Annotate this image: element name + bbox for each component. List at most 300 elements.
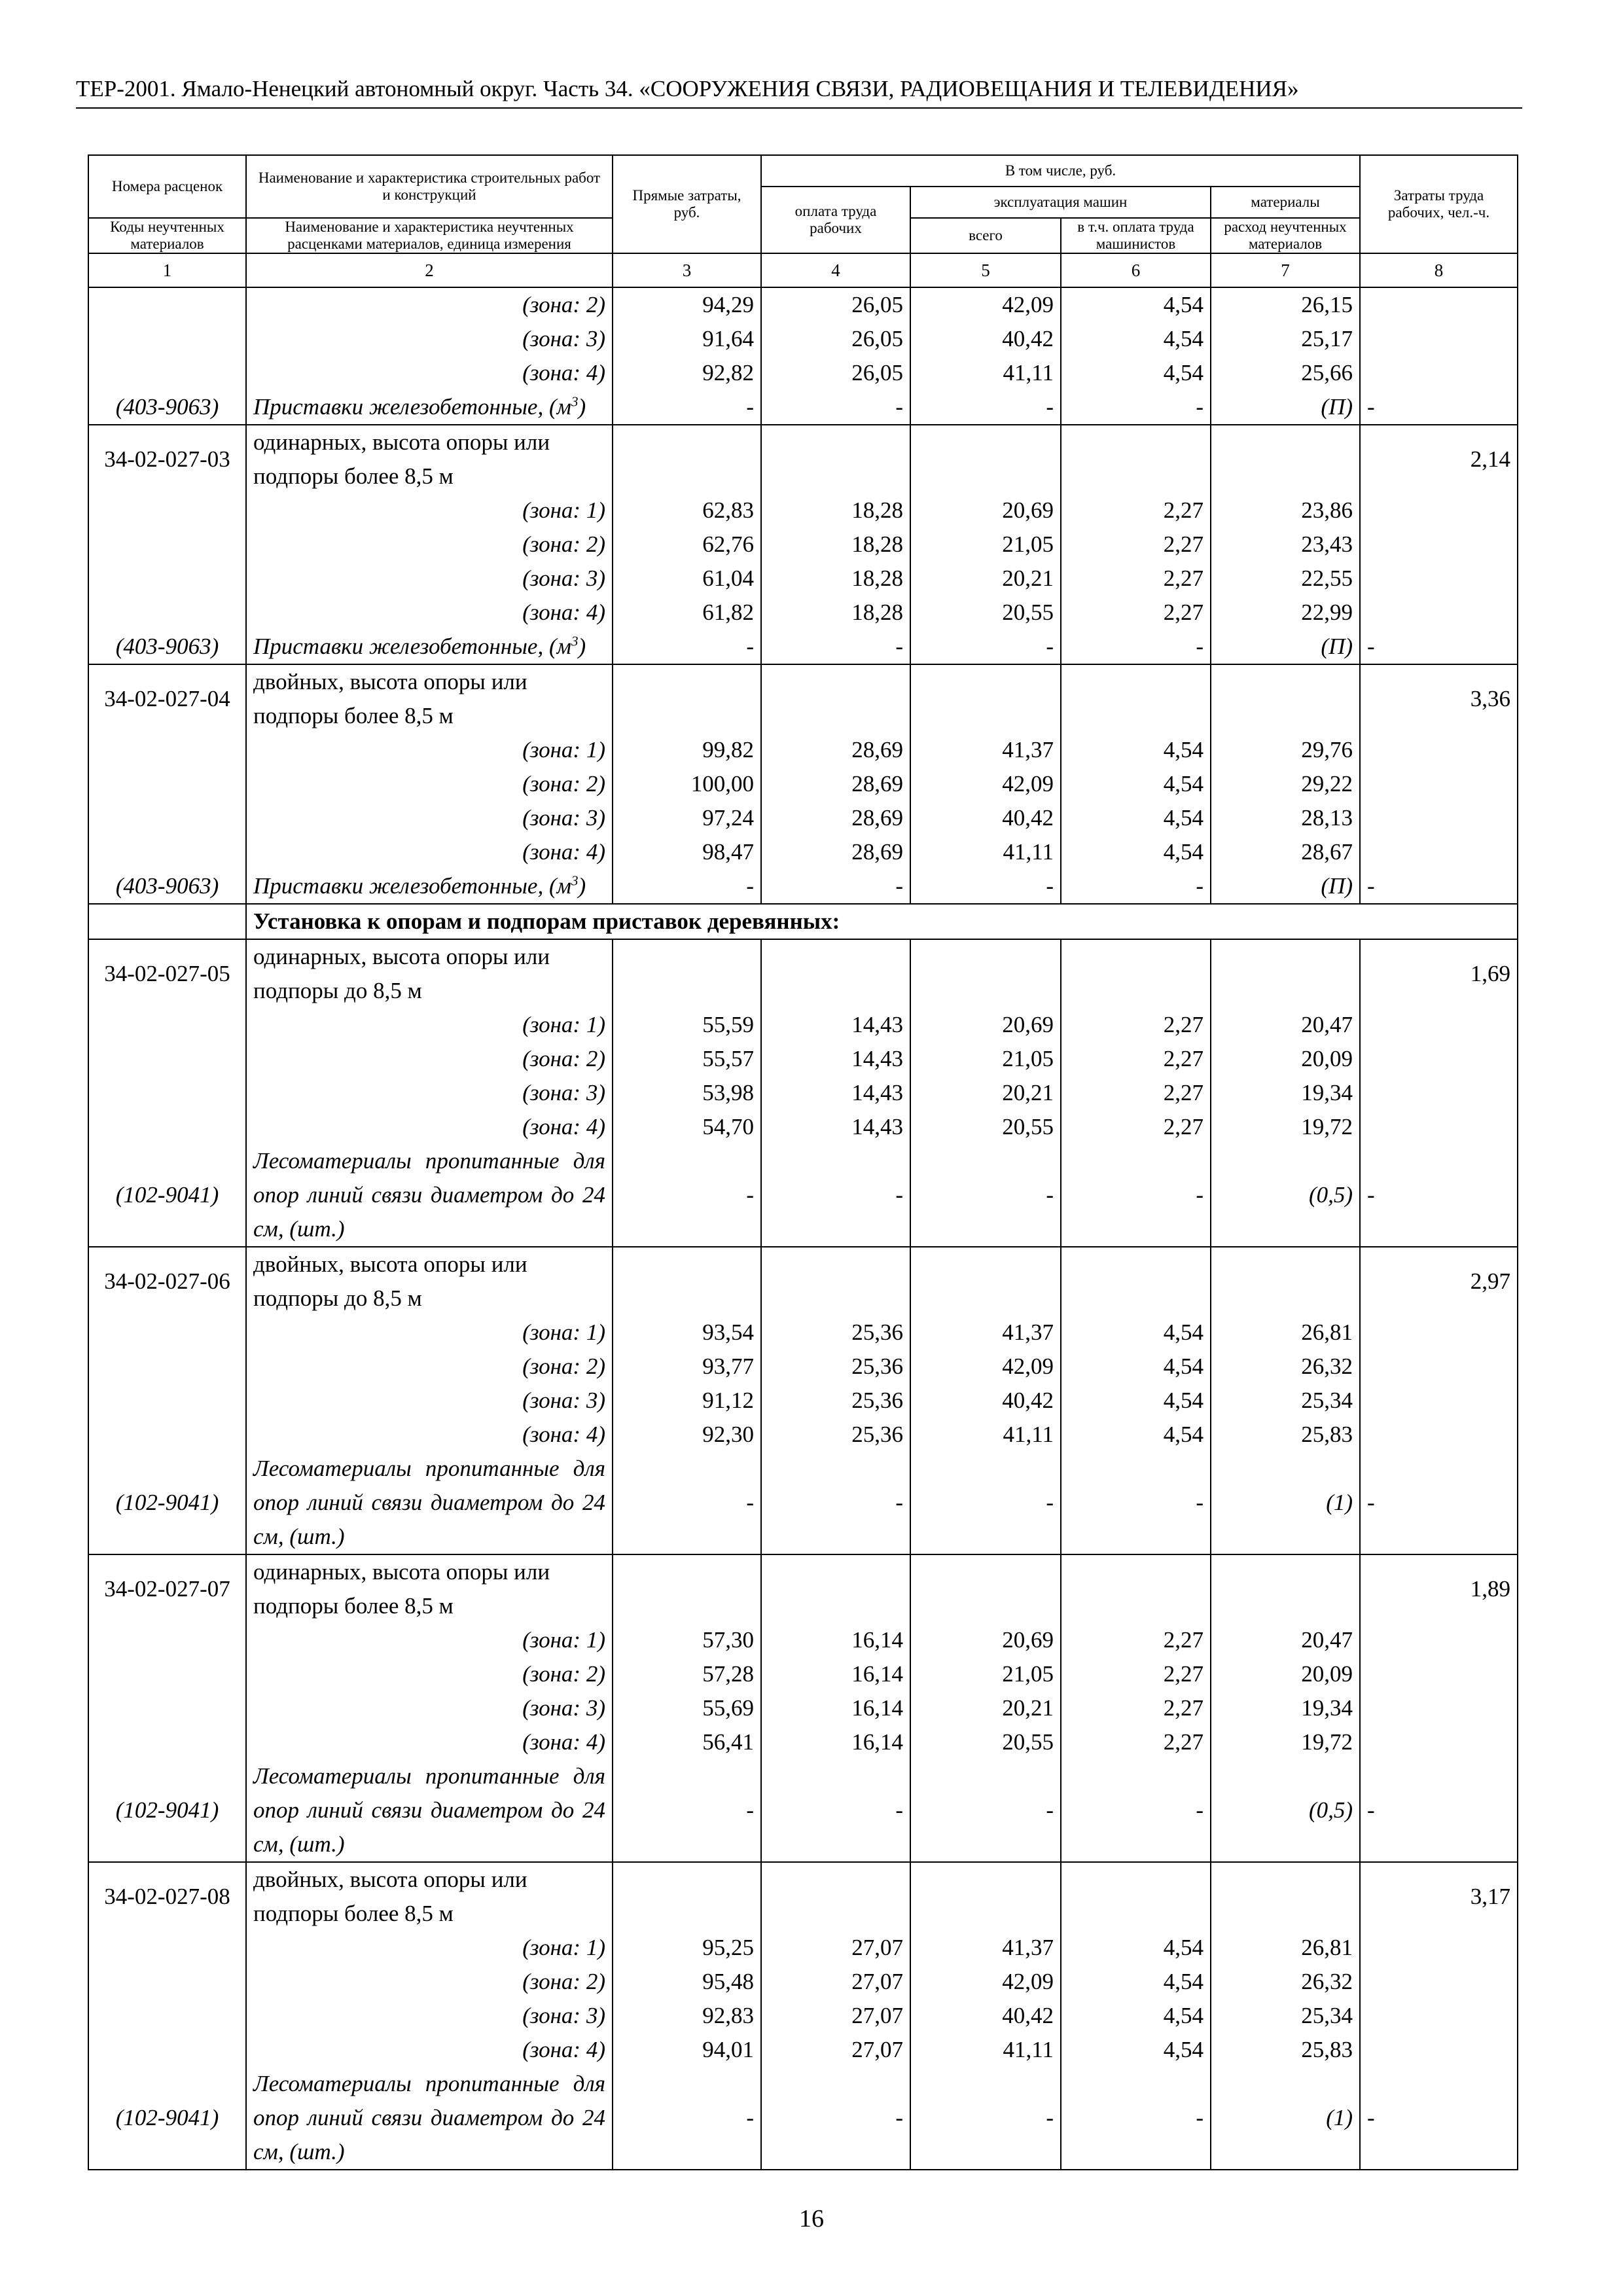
zone-materials: 23,86 — [1211, 493, 1360, 528]
zone-machines-total: 41,11 — [910, 835, 1061, 869]
zone-direct-costs: 61,04 — [613, 562, 761, 596]
zone-machines-total: 21,05 — [910, 1042, 1061, 1076]
zone-machines-total: 42,09 — [910, 767, 1061, 801]
zone-labor-empty — [1360, 1316, 1518, 1350]
table-body — [88, 287, 1518, 2170]
material-unit-superscript: 3 — [571, 633, 579, 649]
zone-label: (зона: 4) — [246, 1418, 613, 1452]
material-unit-superscript: 3 — [571, 872, 579, 889]
zone-worker-pay: 25,36 — [761, 1350, 910, 1384]
zone-labor-empty — [1360, 1384, 1518, 1418]
zone-machines-total: 20,55 — [910, 596, 1061, 630]
rates-table — [88, 154, 1518, 2170]
rate-machines-total-empty — [910, 1862, 1061, 1931]
material-operators-pay: - — [1061, 1452, 1211, 1554]
zone-operators-pay: 4,54 — [1061, 1316, 1211, 1350]
zone-worker-pay: 18,28 — [761, 528, 910, 562]
zone-code-empty — [88, 1042, 246, 1076]
zone-operators-pay: 2,27 — [1061, 596, 1211, 630]
zone-machines-total: 42,09 — [910, 287, 1061, 322]
zone-labor-empty — [1360, 493, 1518, 528]
rate-title-row — [88, 1247, 1518, 1316]
zone-worker-pay: 18,28 — [761, 562, 910, 596]
material-name: Лесоматериалы пропитанные для опор линий связи диаметром до 24 см, (шт.) — [246, 1759, 613, 1862]
zone-row — [88, 1384, 1518, 1418]
zone-direct-costs: 62,83 — [613, 493, 761, 528]
material-code: (102-9041) — [88, 1144, 246, 1247]
zone-direct-costs: 54,70 — [613, 1110, 761, 1144]
zone-operators-pay: 4,54 — [1061, 1418, 1211, 1452]
material-labor: - — [1360, 390, 1518, 425]
rate-direct-costs-empty — [613, 664, 761, 733]
zone-machines-total: 41,37 — [910, 733, 1061, 767]
zone-code-empty — [88, 1418, 246, 1452]
zone-machines-total: 41,11 — [910, 356, 1061, 390]
zone-operators-pay: 2,27 — [1061, 493, 1211, 528]
rate-labor-costs: 3,36 — [1360, 664, 1518, 733]
zone-row — [88, 1110, 1518, 1144]
zone-direct-costs: 53,98 — [613, 1076, 761, 1110]
zone-worker-pay: 27,07 — [761, 1931, 910, 1965]
material-labor: - — [1360, 630, 1518, 664]
zone-label: (зона: 1) — [246, 1008, 613, 1042]
zone-materials: 19,34 — [1211, 1691, 1360, 1725]
zone-materials: 25,66 — [1211, 356, 1360, 390]
zone-labor-empty — [1360, 1042, 1518, 1076]
zone-labor-empty — [1360, 1008, 1518, 1042]
zone-worker-pay: 26,05 — [761, 322, 910, 356]
material-row — [88, 869, 1518, 904]
material-name: Лесоматериалы пропитанные для опор линий связи диаметром до 24 см, (шт.) — [246, 1452, 613, 1554]
rate-worker-pay-empty — [761, 1862, 910, 1931]
zone-code-empty — [88, 1316, 246, 1350]
zone-worker-pay: 27,07 — [761, 1999, 910, 2033]
zone-label: (зона: 2) — [246, 528, 613, 562]
zone-label: (зона: 1) — [246, 1316, 613, 1350]
zone-machines-total: 21,05 — [910, 528, 1061, 562]
header-direct-costs: Прямые затраты, руб. — [613, 155, 761, 253]
zone-label: (зона: 2) — [246, 287, 613, 322]
zone-direct-costs: 92,30 — [613, 1418, 761, 1452]
zone-row — [88, 1657, 1518, 1691]
zone-worker-pay: 27,07 — [761, 1965, 910, 1999]
rate-title-line: двойных, высота опоры или — [253, 1867, 527, 1892]
zone-operators-pay: 2,27 — [1061, 1042, 1211, 1076]
rate-title — [246, 939, 613, 1008]
material-name-end: ) — [578, 873, 586, 899]
zone-labor-empty — [1360, 733, 1518, 767]
column-number: 7 — [1211, 253, 1360, 287]
rate-machines-total-empty — [910, 425, 1061, 493]
zone-label: (зона: 2) — [246, 1042, 613, 1076]
rate-direct-costs-empty — [613, 1247, 761, 1316]
material-name-text: Приставки железобетонные, (м — [253, 394, 571, 420]
zone-machines-total: 40,42 — [910, 1384, 1061, 1418]
material-machines-total: - — [910, 390, 1061, 425]
material-code: (403-9063) — [88, 869, 246, 904]
zone-code-empty — [88, 1931, 246, 1965]
zone-operators-pay: 4,54 — [1061, 1999, 1211, 2033]
zone-code-empty — [88, 1657, 246, 1691]
material-consumption: (П) — [1211, 869, 1360, 904]
zone-code-empty — [88, 1384, 246, 1418]
material-labor: - — [1360, 1144, 1518, 1247]
zone-row — [88, 1691, 1518, 1725]
header-operators-pay: в т.ч. оплата труда машинистов — [1061, 218, 1211, 253]
material-operators-pay: - — [1061, 390, 1211, 425]
zone-operators-pay: 4,54 — [1061, 1350, 1211, 1384]
rate-title-row — [88, 664, 1518, 733]
zone-label: (зона: 1) — [246, 733, 613, 767]
zone-materials: 26,81 — [1211, 1931, 1360, 1965]
zone-machines-total: 20,21 — [910, 562, 1061, 596]
material-consumption: (0,5) — [1211, 1759, 1360, 1862]
rate-materials-empty — [1211, 1554, 1360, 1623]
rate-worker-pay-empty — [761, 1554, 910, 1623]
zone-worker-pay: 14,43 — [761, 1042, 910, 1076]
material-row — [88, 2067, 1518, 2170]
zone-row — [88, 1725, 1518, 1759]
zone-labor-empty — [1360, 1657, 1518, 1691]
zone-label: (зона: 3) — [246, 1076, 613, 1110]
zone-worker-pay: 26,05 — [761, 356, 910, 390]
zone-materials: 28,67 — [1211, 835, 1360, 869]
zone-operators-pay: 2,27 — [1061, 1725, 1211, 1759]
zone-row — [88, 1931, 1518, 1965]
zone-machines-total: 41,11 — [910, 1418, 1061, 1452]
zone-direct-costs: 99,82 — [613, 733, 761, 767]
zone-machines-total: 40,42 — [910, 322, 1061, 356]
material-code: (102-9041) — [88, 1759, 246, 1862]
zone-operators-pay: 2,27 — [1061, 528, 1211, 562]
zone-label: (зона: 3) — [246, 1691, 613, 1725]
zone-label: (зона: 4) — [246, 1725, 613, 1759]
zone-materials: 26,15 — [1211, 287, 1360, 322]
rate-worker-pay-empty — [761, 425, 910, 493]
zone-operators-pay: 4,54 — [1061, 733, 1211, 767]
rate-materials-empty — [1211, 1862, 1360, 1931]
material-operators-pay: - — [1061, 630, 1211, 664]
zone-worker-pay: 28,69 — [761, 801, 910, 835]
zone-worker-pay: 25,36 — [761, 1384, 910, 1418]
zone-machines-total: 42,09 — [910, 1965, 1061, 1999]
zone-labor-empty — [1360, 528, 1518, 562]
zone-code-empty — [88, 1999, 246, 2033]
zone-label: (зона: 4) — [246, 835, 613, 869]
zone-machines-total: 20,55 — [910, 1725, 1061, 1759]
rate-labor-costs: 3,17 — [1360, 1862, 1518, 1931]
material-name-text: Приставки железобетонные, (м — [253, 634, 571, 659]
zone-machines-total: 40,42 — [910, 1999, 1061, 2033]
zone-labor-empty — [1360, 2033, 1518, 2067]
zone-direct-costs: 98,47 — [613, 835, 761, 869]
zone-machines-total: 20,21 — [910, 1691, 1061, 1725]
zone-row — [88, 801, 1518, 835]
zone-labor-empty — [1360, 1418, 1518, 1452]
zone-row — [88, 1042, 1518, 1076]
zone-labor-empty — [1360, 1350, 1518, 1384]
material-row — [88, 1759, 1518, 1862]
zone-machines-total: 20,69 — [910, 493, 1061, 528]
rate-labor-costs: 1,89 — [1360, 1554, 1518, 1623]
zone-operators-pay: 2,27 — [1061, 1008, 1211, 1042]
zone-labor-empty — [1360, 1725, 1518, 1759]
zone-code-empty — [88, 1623, 246, 1657]
zone-operators-pay: 2,27 — [1061, 1691, 1211, 1725]
zone-materials: 23,43 — [1211, 528, 1360, 562]
material-labor: - — [1360, 1452, 1518, 1554]
zone-labor-empty — [1360, 767, 1518, 801]
zone-direct-costs: 62,76 — [613, 528, 761, 562]
rate-title — [246, 664, 613, 733]
header-worker-pay: оплата труда рабочих — [761, 187, 910, 253]
zone-direct-costs: 61,82 — [613, 596, 761, 630]
material-consumption: (П) — [1211, 630, 1360, 664]
zone-direct-costs: 97,24 — [613, 801, 761, 835]
zone-code-empty — [88, 801, 246, 835]
zone-direct-costs: 100,00 — [613, 767, 761, 801]
page-header: ТЕР-2001. Ямало-Ненецкий автономный округ. Часть 34. «СООРУЖЕНИЯ СВЯЗИ, РАДИОВЕЩАНИЯ И ТЕЛЕВИДЕНИЯ» — [76, 73, 1522, 109]
column-number: 6 — [1061, 253, 1211, 287]
rate-machines-total-empty — [910, 1247, 1061, 1316]
material-machines-total: - — [910, 2067, 1061, 2170]
zone-direct-costs: 55,59 — [613, 1008, 761, 1042]
zone-labor-empty — [1360, 596, 1518, 630]
zone-label: (зона: 2) — [246, 1350, 613, 1384]
zone-direct-costs: 55,57 — [613, 1042, 761, 1076]
material-row — [88, 1452, 1518, 1554]
material-worker-pay: - — [761, 1759, 910, 1862]
zone-label: (зона: 1) — [246, 1623, 613, 1657]
zone-worker-pay: 16,14 — [761, 1725, 910, 1759]
material-consumption: (П) — [1211, 390, 1360, 425]
material-direct-costs: - — [613, 1144, 761, 1247]
header-labor-costs: Затраты труда рабочих, чел.-ч. — [1360, 155, 1518, 253]
zone-worker-pay: 16,14 — [761, 1623, 910, 1657]
zone-materials: 28,13 — [1211, 801, 1360, 835]
page-number: 16 — [799, 2205, 824, 2233]
zone-operators-pay: 2,27 — [1061, 1657, 1211, 1691]
zone-row — [88, 287, 1518, 322]
rate-code: 34-02-027-05 — [88, 939, 246, 1008]
zone-row — [88, 835, 1518, 869]
material-code: (102-9041) — [88, 2067, 246, 2170]
zone-code-empty — [88, 596, 246, 630]
section-title: Установка к опорам и подпорам приставок деревянных: — [246, 904, 1518, 939]
zone-direct-costs: 57,30 — [613, 1623, 761, 1657]
zone-labor-empty — [1360, 1076, 1518, 1110]
material-labor: - — [1360, 1759, 1518, 1862]
rate-machines-total-empty — [910, 1554, 1061, 1623]
zone-label: (зона: 3) — [246, 562, 613, 596]
rate-labor-costs: 1,69 — [1360, 939, 1518, 1008]
header-work-name: Наименование и характеристика строительных работ и конструкций — [246, 155, 613, 218]
zone-materials: 20,47 — [1211, 1623, 1360, 1657]
section-row — [88, 904, 1518, 939]
rate-title-line: одинарных, высота опоры или — [253, 1559, 550, 1585]
zone-materials: 29,76 — [1211, 733, 1360, 767]
zone-operators-pay: 4,54 — [1061, 287, 1211, 322]
zone-materials: 19,34 — [1211, 1076, 1360, 1110]
zone-direct-costs: 55,69 — [613, 1691, 761, 1725]
rate-operators-pay-empty — [1061, 1862, 1211, 1931]
rate-machines-total-empty — [910, 939, 1061, 1008]
zone-worker-pay: 28,69 — [761, 835, 910, 869]
zone-row — [88, 2033, 1518, 2067]
rate-operators-pay-empty — [1061, 1554, 1211, 1623]
rate-operators-pay-empty — [1061, 425, 1211, 493]
zone-code-empty — [88, 322, 246, 356]
rate-title — [246, 425, 613, 493]
material-direct-costs: - — [613, 630, 761, 664]
zone-code-empty — [88, 356, 246, 390]
zone-row — [88, 1999, 1518, 2033]
zone-machines-total: 20,21 — [910, 1076, 1061, 1110]
zone-code-empty — [88, 2033, 246, 2067]
zone-machines-total: 40,42 — [910, 801, 1061, 835]
zone-worker-pay: 14,43 — [761, 1008, 910, 1042]
zone-labor-empty — [1360, 322, 1518, 356]
zone-direct-costs: 94,29 — [613, 287, 761, 322]
material-consumption: (1) — [1211, 2067, 1360, 2170]
zone-direct-costs: 95,48 — [613, 1965, 761, 1999]
material-direct-costs: - — [613, 1759, 761, 1862]
material-row — [88, 390, 1518, 425]
zone-materials: 29,22 — [1211, 767, 1360, 801]
zone-direct-costs: 56,41 — [613, 1725, 761, 1759]
zone-code-empty — [88, 1076, 246, 1110]
zone-row — [88, 733, 1518, 767]
zone-row — [88, 322, 1518, 356]
zone-code-empty — [88, 1725, 246, 1759]
zone-labor-empty — [1360, 1931, 1518, 1965]
zone-machines-total: 42,09 — [910, 1350, 1061, 1384]
zone-labor-empty — [1360, 801, 1518, 835]
material-row — [88, 1144, 1518, 1247]
material-unit-superscript: 3 — [571, 393, 579, 410]
zone-machines-total: 20,69 — [910, 1623, 1061, 1657]
rate-code: 34-02-027-07 — [88, 1554, 246, 1623]
zone-row — [88, 596, 1518, 630]
material-consumption: (1) — [1211, 1452, 1360, 1554]
rate-title-row — [88, 1862, 1518, 1931]
zone-code-empty — [88, 493, 246, 528]
header-including: В том числе, руб. — [761, 155, 1360, 187]
material-consumption: (0,5) — [1211, 1144, 1360, 1247]
rate-worker-pay-empty — [761, 664, 910, 733]
zone-materials: 25,83 — [1211, 2033, 1360, 2067]
material-operators-pay: - — [1061, 869, 1211, 904]
material-name: Лесоматериалы пропитанные для опор линий связи диаметром до 24 см, (шт.) — [246, 2067, 613, 2170]
zone-materials: 19,72 — [1211, 1725, 1360, 1759]
material-operators-pay: - — [1061, 2067, 1211, 2170]
section-code-empty — [88, 904, 246, 939]
zone-code-empty — [88, 835, 246, 869]
zone-materials: 25,83 — [1211, 1418, 1360, 1452]
rate-direct-costs-empty — [613, 425, 761, 493]
material-code: (102-9041) — [88, 1452, 246, 1554]
rate-materials-empty — [1211, 664, 1360, 733]
zone-code-empty — [88, 287, 246, 322]
zone-machines-total: 20,69 — [910, 1008, 1061, 1042]
zone-operators-pay: 4,54 — [1061, 2033, 1211, 2067]
zone-machines-total: 41,11 — [910, 2033, 1061, 2067]
zone-machines-total: 41,37 — [910, 1931, 1061, 1965]
material-name-text: Приставки железобетонные, (м — [253, 873, 571, 899]
rate-code: 34-02-027-06 — [88, 1247, 246, 1316]
zone-materials: 20,09 — [1211, 1657, 1360, 1691]
column-number: 4 — [761, 253, 910, 287]
material-name: Лесоматериалы пропитанные для опор линий связи диаметром до 24 см, (шт.) — [246, 1144, 613, 1247]
rate-operators-pay-empty — [1061, 664, 1211, 733]
header-materials-consumption: расход неучтенных материалов — [1211, 218, 1360, 253]
rate-direct-costs-empty — [613, 939, 761, 1008]
zone-worker-pay: 28,69 — [761, 733, 910, 767]
rate-title-line: подпоры более 8,5 м — [253, 1901, 454, 1926]
zone-row — [88, 1350, 1518, 1384]
material-machines-total: - — [910, 1759, 1061, 1862]
zone-operators-pay: 2,27 — [1061, 1076, 1211, 1110]
zone-direct-costs: 92,82 — [613, 356, 761, 390]
zone-row — [88, 1076, 1518, 1110]
zone-row — [88, 493, 1518, 528]
material-operators-pay: - — [1061, 1144, 1211, 1247]
rate-title-row — [88, 1554, 1518, 1623]
zone-materials: 20,47 — [1211, 1008, 1360, 1042]
material-worker-pay: - — [761, 630, 910, 664]
zone-operators-pay: 4,54 — [1061, 801, 1211, 835]
material-machines-total: - — [910, 1144, 1061, 1247]
zone-label: (зона: 2) — [246, 1965, 613, 1999]
zone-operators-pay: 4,54 — [1061, 1931, 1211, 1965]
zone-row — [88, 1316, 1518, 1350]
rate-title-row — [88, 939, 1518, 1008]
zone-operators-pay: 4,54 — [1061, 1384, 1211, 1418]
rate-worker-pay-empty — [761, 1247, 910, 1316]
zone-row — [88, 1623, 1518, 1657]
material-machines-total: - — [910, 869, 1061, 904]
zone-machines-total: 21,05 — [910, 1657, 1061, 1691]
zone-direct-costs: 57,28 — [613, 1657, 761, 1691]
rate-machines-total-empty — [910, 664, 1061, 733]
zone-worker-pay: 26,05 — [761, 287, 910, 322]
zone-worker-pay: 27,07 — [761, 2033, 910, 2067]
rate-title-line: подпоры до 8,5 м — [253, 978, 422, 1003]
material-labor: - — [1360, 869, 1518, 904]
zone-direct-costs: 95,25 — [613, 1931, 761, 1965]
material-name — [246, 630, 613, 664]
material-direct-costs: - — [613, 869, 761, 904]
header-material-name: Наименование и характеристика неучтенных расценками материалов, единица измерения — [246, 218, 613, 253]
zone-code-empty — [88, 733, 246, 767]
zone-code-empty — [88, 528, 246, 562]
zone-worker-pay: 16,14 — [761, 1691, 910, 1725]
zone-label: (зона: 4) — [246, 356, 613, 390]
zone-code-empty — [88, 1008, 246, 1042]
zone-operators-pay: 2,27 — [1061, 1110, 1211, 1144]
rate-title-line: одинарных, высота опоры или — [253, 944, 550, 969]
rate-title-line: подпоры до 8,5 м — [253, 1285, 422, 1311]
material-worker-pay: - — [761, 390, 910, 425]
material-direct-costs: - — [613, 1452, 761, 1554]
zone-code-empty — [88, 562, 246, 596]
rate-labor-costs: 2,97 — [1360, 1247, 1518, 1316]
zone-labor-empty — [1360, 835, 1518, 869]
rate-operators-pay-empty — [1061, 1247, 1211, 1316]
zone-direct-costs: 92,83 — [613, 1999, 761, 2033]
rate-title-line: двойных, высота опоры или — [253, 1251, 527, 1277]
zone-operators-pay: 2,27 — [1061, 1623, 1211, 1657]
